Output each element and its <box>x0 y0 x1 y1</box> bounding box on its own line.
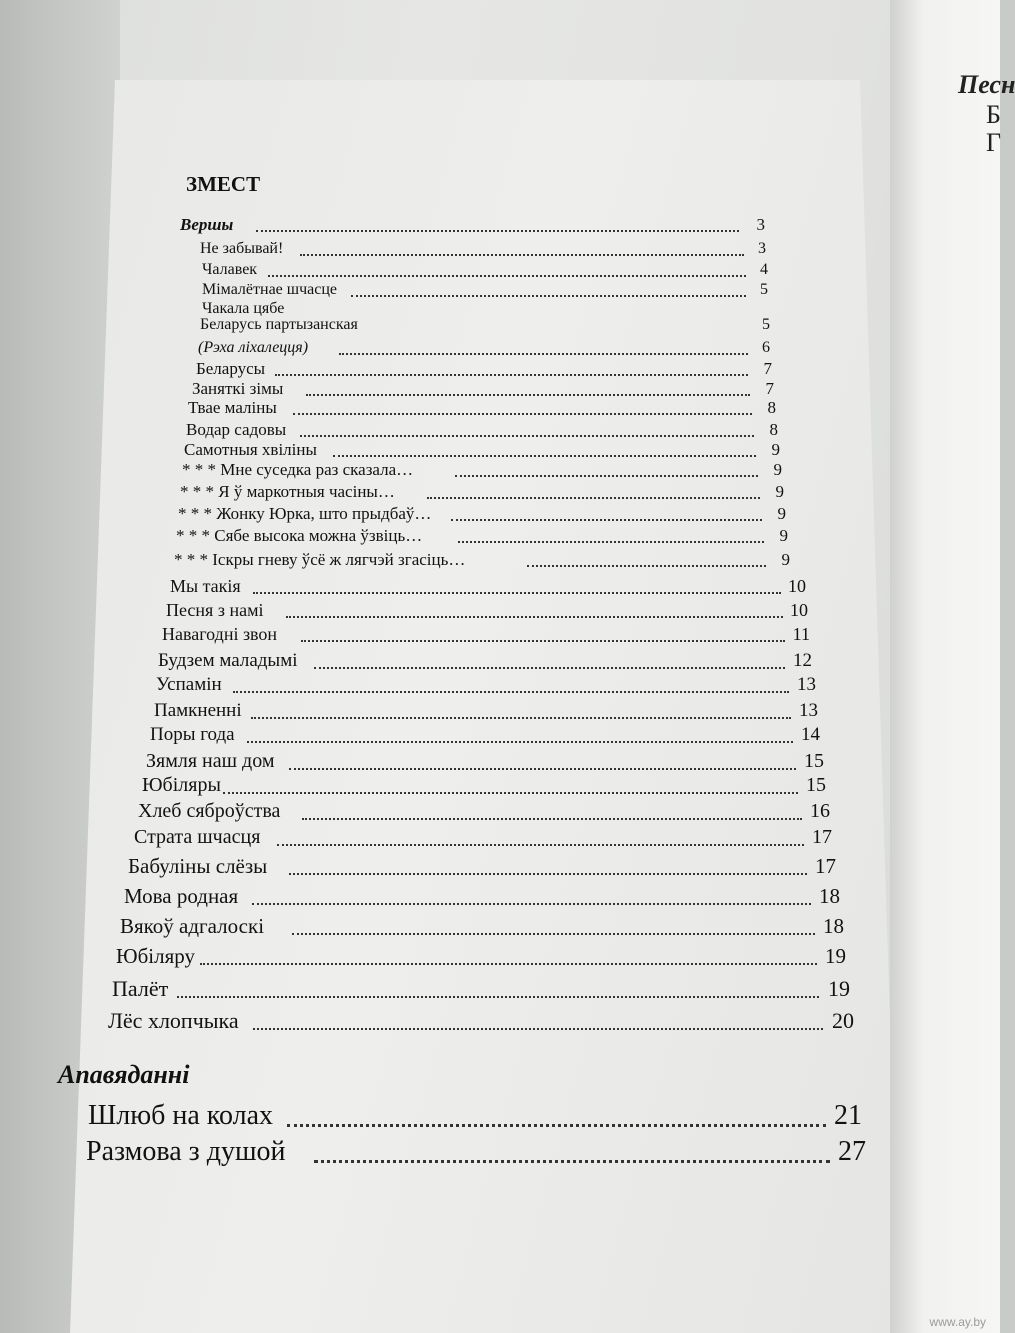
toc-entry <box>142 774 826 800</box>
page-number: 3 <box>758 240 766 257</box>
dot-leader <box>292 914 815 935</box>
dot-leader <box>253 1008 823 1030</box>
dot-leader <box>314 650 785 669</box>
entry-title: Водар садовы <box>186 420 287 439</box>
page-number: 7 <box>765 379 774 398</box>
toc-entry <box>188 398 776 421</box>
page-number: 8 <box>767 398 776 417</box>
page-number: 5 <box>762 316 770 333</box>
entry-title: Памкненні <box>154 700 242 721</box>
entry-title: Беларусы <box>196 359 266 378</box>
toc-entry <box>180 482 784 505</box>
page-number: 19 <box>828 976 850 1001</box>
toc-entry <box>112 976 850 1004</box>
entry-title: Тваe маліны <box>188 398 277 417</box>
section-heading: Вершы <box>180 215 234 234</box>
entry-title: * * * Іскры гневу ўсё ж лягчэй згасіць… <box>174 550 466 569</box>
entry-title: Чалавек <box>202 261 258 278</box>
entry-title: Хлеб сяброўства <box>138 800 281 822</box>
entry-title: Заняткі зімы <box>192 379 284 398</box>
entry-title: * * * Я ў маркотныя часіны… <box>180 482 395 501</box>
page-number: 7 <box>763 359 772 378</box>
toc-entry <box>124 884 840 911</box>
dot-leader <box>306 379 750 396</box>
page-number: 15 <box>804 750 824 772</box>
entry-title: Поры года <box>150 724 235 745</box>
entry-title: Зямля наш дом <box>146 750 275 772</box>
dot-leader <box>302 800 802 820</box>
toc-entry <box>202 261 768 283</box>
dot-leader <box>300 420 754 437</box>
page-number: 9 <box>773 460 782 479</box>
toc-entry <box>146 750 824 776</box>
dot-leader <box>256 215 739 232</box>
dot-leader <box>351 281 746 297</box>
dot-leader <box>268 261 746 277</box>
facing-page-fragment: Б <box>986 100 1001 129</box>
watermark: www.ay.by <box>929 1315 986 1329</box>
facing-page-fragment: Песн <box>958 70 1015 99</box>
page-number: 21 <box>834 1100 862 1131</box>
entry-title: Юбіляры <box>142 774 221 796</box>
dot-leader <box>275 359 748 376</box>
dot-leader <box>289 750 796 770</box>
page-number: 9 <box>781 550 790 569</box>
toc-entry <box>174 550 790 573</box>
page-number: 6 <box>762 339 770 356</box>
toc-entry <box>134 826 832 852</box>
toc-entry <box>176 526 788 549</box>
page-number: 18 <box>823 914 844 938</box>
toc-entry <box>198 339 770 361</box>
page-number: 20 <box>832 1008 854 1033</box>
dot-leader <box>427 482 760 499</box>
dot-leader <box>277 826 804 846</box>
page-number: 15 <box>806 774 826 796</box>
dot-leader <box>223 774 798 794</box>
page-number: 18 <box>819 884 840 908</box>
toc-entry <box>170 576 806 600</box>
dot-leader <box>289 854 807 875</box>
page-number: 17 <box>812 826 832 848</box>
entry-title: * * * Жонку Юрка, што прыдбаў… <box>178 504 432 523</box>
toc-entry <box>120 914 844 941</box>
dot-leader <box>451 504 762 521</box>
dot-leader <box>300 240 744 256</box>
entry-title: Размова з душой <box>86 1136 286 1167</box>
entry-title: Мімалётнае шчасце <box>202 281 338 298</box>
entry-title: Вякоў адгалоскі <box>120 914 265 938</box>
page-number: 27 <box>838 1136 866 1167</box>
toc-entry <box>200 316 770 338</box>
entry-title: Навагодні звон <box>162 624 278 644</box>
page-number: 13 <box>797 674 816 695</box>
entry-title: Самотныя хвіліны <box>184 440 317 459</box>
page-number: 12 <box>793 650 812 671</box>
page-number: 8 <box>769 420 778 439</box>
entry-title: Страта шчасця <box>134 826 261 848</box>
dot-leader <box>252 884 811 905</box>
page-number: 9 <box>771 440 780 459</box>
toc-entry <box>108 1008 854 1036</box>
dot-leader <box>177 976 819 998</box>
page-number: 4 <box>760 261 768 278</box>
entry-title: Песня з намі <box>166 600 264 620</box>
dot-leader <box>233 674 789 693</box>
entry-title: Успамін <box>156 674 222 695</box>
toc-entry <box>162 624 810 648</box>
entry-title: Шлюб на колах <box>88 1100 274 1131</box>
page-title: ЗМЕСТ <box>186 172 261 196</box>
page-number: 14 <box>801 724 820 745</box>
entry-title: Бабуліны слёзы <box>128 854 268 878</box>
dot-leader <box>293 398 752 415</box>
entry-title: Палёт <box>112 976 169 1001</box>
dot-leader <box>339 339 748 355</box>
page-number: 13 <box>799 700 818 721</box>
section-heading-row <box>180 215 765 237</box>
dot-leader <box>455 460 758 477</box>
dot-leader <box>251 700 791 719</box>
entry-title: * * * Сябе высока можна ўзвіць… <box>176 526 423 545</box>
dot-leader <box>247 724 793 743</box>
dot-leader <box>458 526 764 543</box>
toc-entry <box>138 800 830 826</box>
page-number: 9 <box>775 482 784 501</box>
toc-entry <box>178 504 786 527</box>
toc-entry <box>156 674 816 699</box>
dot-leader <box>301 624 785 642</box>
toc-entry <box>154 700 818 725</box>
section-heading: Апавяданні <box>58 1060 190 1089</box>
dot-leader <box>287 1100 826 1127</box>
entry-title: Мы такія <box>170 576 241 596</box>
toc-entry <box>158 650 812 675</box>
dot-leader <box>286 600 783 618</box>
dot-leader <box>527 550 766 567</box>
entry-title: Будзем маладымі <box>158 650 298 671</box>
page-number: 10 <box>788 576 806 596</box>
entry-title: Чакала цябе <box>202 300 285 317</box>
dot-leader <box>253 576 781 594</box>
entry-title: * * * Мне суседка раз сказала… <box>182 460 414 479</box>
entry-title: (Рэха ліхалецця) <box>198 339 309 356</box>
page-number: 3 <box>756 215 765 234</box>
page-number: 11 <box>792 624 810 644</box>
toc-entry <box>166 600 808 624</box>
entry-title: Беларусь партызанская <box>200 316 358 333</box>
toc-entry <box>116 944 846 971</box>
toc-entry <box>182 460 782 483</box>
toc-entry <box>150 724 820 749</box>
toc-entry <box>128 854 836 881</box>
page-number: 10 <box>790 600 808 620</box>
entry-title: Юбіляру <box>116 944 195 968</box>
dot-leader <box>314 1136 830 1163</box>
page-number: 17 <box>815 854 836 878</box>
page-number: 16 <box>810 800 830 822</box>
page-number: 9 <box>777 504 786 523</box>
toc-entry <box>88 1100 862 1134</box>
toc-entry <box>86 1136 866 1170</box>
page-number: 9 <box>779 526 788 545</box>
facing-page-fragment: Г <box>986 128 1002 157</box>
page-number: 19 <box>825 944 846 968</box>
entry-title: Мова родная <box>124 884 239 908</box>
toc-entry <box>200 240 766 262</box>
dot-leader <box>200 944 817 965</box>
entry-title: Лёс хлопчыка <box>108 1008 239 1033</box>
dot-leader <box>333 440 756 457</box>
entry-title: Не забывай! <box>200 240 284 257</box>
page-number: 5 <box>760 281 768 298</box>
